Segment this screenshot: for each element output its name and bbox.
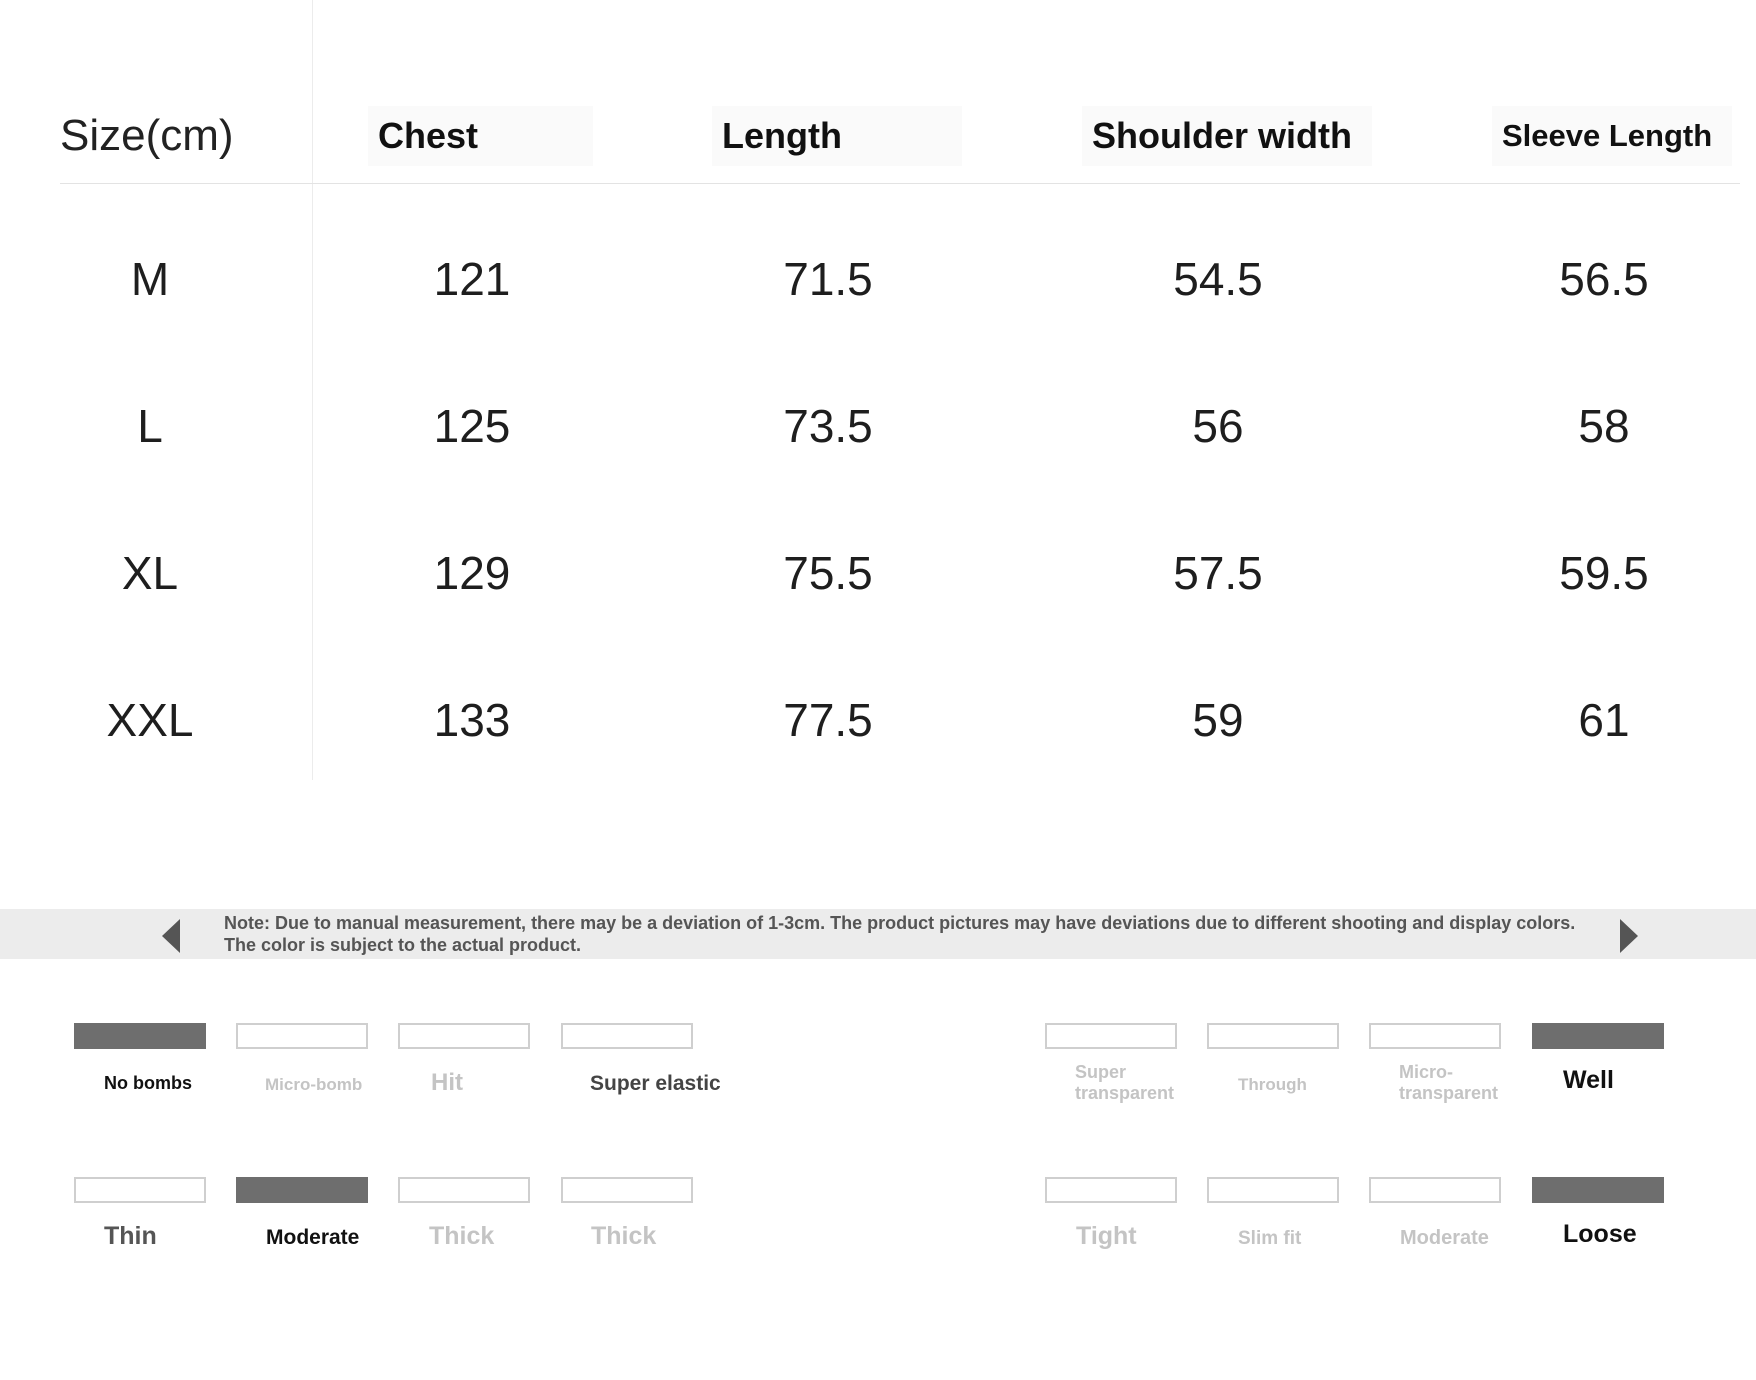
scale-box xyxy=(1207,1177,1339,1203)
scale-box xyxy=(398,1023,530,1049)
scale-label: Tight xyxy=(1076,1222,1137,1250)
size-cell: L xyxy=(137,400,163,452)
scale-box xyxy=(1207,1023,1339,1049)
scale-box xyxy=(236,1023,368,1049)
scale-box xyxy=(74,1177,206,1203)
sleeve-length-cell: 58 xyxy=(1578,400,1630,452)
header-size: Size(cm) xyxy=(60,111,234,160)
chest-cell: 133 xyxy=(433,694,511,746)
scale-label: Thick xyxy=(591,1222,657,1250)
header-sleeve-length: Sleeve Length xyxy=(1492,106,1732,166)
chest-cell: 125 xyxy=(433,400,511,452)
scale-box xyxy=(1045,1177,1177,1203)
table-row xyxy=(0,239,1756,319)
table-row xyxy=(0,680,1756,760)
header-length: Length xyxy=(712,106,962,166)
scale-box xyxy=(236,1177,368,1203)
scale-box xyxy=(1532,1177,1664,1203)
sleeve-length-cell: 61 xyxy=(1578,694,1630,746)
scale-label: Moderate xyxy=(266,1226,360,1249)
scale-label: Thick xyxy=(429,1222,495,1250)
header-chest: Chest xyxy=(368,106,593,166)
shoulder-width-cell: 54.5 xyxy=(1173,253,1263,305)
length-cell: 77.5 xyxy=(783,694,873,746)
scale-box xyxy=(1369,1023,1501,1049)
length-cell: 75.5 xyxy=(783,547,873,599)
chest-cell: 121 xyxy=(433,253,511,305)
arrow-right-icon xyxy=(1620,919,1638,953)
shoulder-width-cell: 59 xyxy=(1192,694,1244,746)
scale-box xyxy=(74,1023,206,1049)
header-shoulder-width: Shoulder width xyxy=(1082,106,1372,166)
length-cell: 71.5 xyxy=(783,253,873,305)
scale-label: Super transparent xyxy=(1075,1062,1175,1103)
scale-label: Micro-transparent xyxy=(1399,1062,1499,1103)
size-cell: XXL xyxy=(106,694,194,746)
table-row xyxy=(0,386,1756,466)
scale-label: Well xyxy=(1563,1066,1614,1094)
scale-label: Moderate xyxy=(1400,1227,1489,1249)
chest-cell: 129 xyxy=(433,547,511,599)
length-cell: 73.5 xyxy=(783,400,873,452)
shoulder-width-cell: 56 xyxy=(1192,400,1244,452)
scale-label: Micro-bomb xyxy=(265,1075,363,1094)
shoulder-width-cell: 57.5 xyxy=(1173,547,1263,599)
table-row xyxy=(0,533,1756,613)
arrow-left-icon xyxy=(162,919,180,953)
size-cell: M xyxy=(130,253,170,305)
scale-label: No bombs xyxy=(104,1073,192,1093)
scale-label: Loose xyxy=(1563,1220,1637,1248)
scale-box xyxy=(1045,1023,1177,1049)
scale-label: Hit xyxy=(431,1069,463,1096)
scale-box xyxy=(561,1023,693,1049)
size-cell: XL xyxy=(121,547,179,599)
sleeve-length-cell: 56.5 xyxy=(1559,253,1649,305)
scale-box xyxy=(561,1177,693,1203)
scale-label: Super elastic xyxy=(590,1072,721,1095)
header-divider xyxy=(60,183,1740,184)
scale-label: Slim fit xyxy=(1238,1228,1302,1249)
scale-box xyxy=(1532,1023,1664,1049)
scale-label: Thin xyxy=(104,1222,157,1250)
measurement-note: Note: Due to manual measurement, there may be a deviation of 1-3cm. The product pictures may have deviations due to different shooting and display colors. The color is subject to the actual product. xyxy=(224,913,1576,955)
sleeve-length-cell: 59.5 xyxy=(1559,547,1649,599)
scale-box xyxy=(398,1177,530,1203)
scale-box xyxy=(1369,1177,1501,1203)
scale-label: Through xyxy=(1238,1075,1307,1094)
